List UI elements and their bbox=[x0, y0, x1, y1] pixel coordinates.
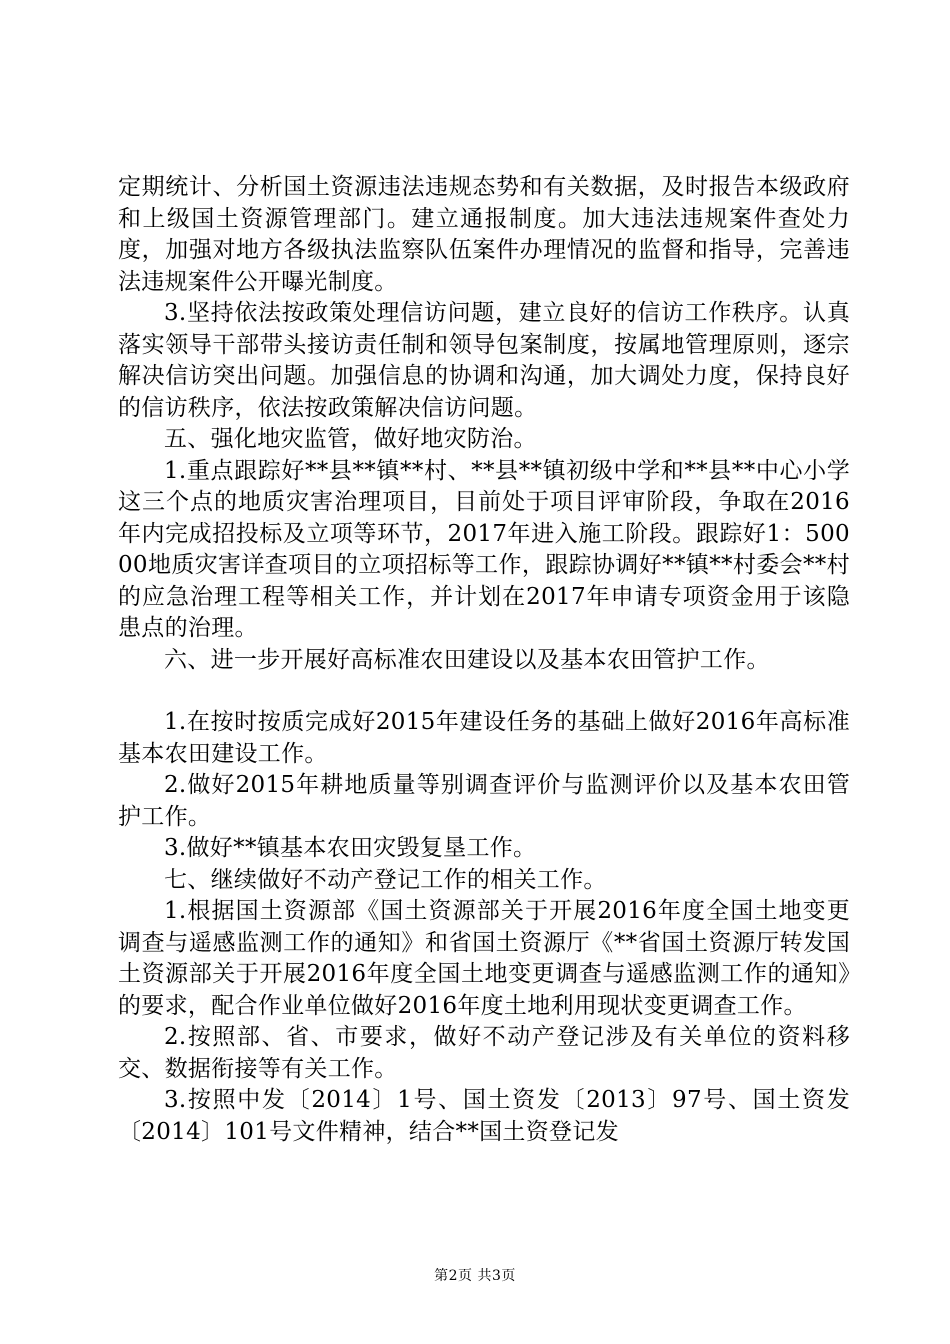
page-footer: 第2页 共3页 bbox=[434, 1268, 516, 1284]
paragraph-petition-handling: 3.坚持依法按政策处理信访问题，建立良好的信访工作秩序。认真落实领导干部带头接访责任制和领导包案制度，按属地管理原则，逐宗解决信访突出问题。加强信息的协调和沟通，加大调处力度，保持良好的信访秩序，依法按政策解决信访问题。 bbox=[118, 300, 850, 421]
paragraph-data-handover: 2.按照部、省、市要求，做好不动产登记涉及有关单位的资料移交、数据衔接等有关工作。 bbox=[118, 1024, 850, 1082]
paragraph-farmland-construction: 1.在按时按质完成好2015年建设任务的基础上做好2016年高标准基本农田建设工作。 bbox=[118, 709, 850, 767]
paragraph-farmland-reclamation: 3.做好**镇基本农田灾毁复垦工作。 bbox=[164, 835, 537, 861]
paragraph-farmland-quality: 2.做好2015年耕地质量等别调查评价与监测评价以及基本农田管护工作。 bbox=[118, 772, 850, 830]
paragraph-enforcement-continuation: 定期统计、分析国土资源违法违规态势和有关数据，及时报告本级政府和上级国土资源管理部门。建立通报制度。加大违法违规案件查处力度，加强对地方各级执法监察队伍案件办理情况的监督和指导，完善违法违规案件公开曝光制度。 bbox=[118, 174, 850, 295]
blank-line bbox=[118, 676, 850, 707]
paragraph-disaster-projects: 1.重点跟踪好**县**镇**村、**县**镇初级中学和**县**中心小学这三个点的地质灾害治理项目，目前处于项目评审阶段，争取在2016年内完成招投标及立项等环节，2017年进入施工阶段。跟踪好1：50000地质灾害详查项目的立项招标等工作，跟踪协调好**镇**村委会**村的应急治理工程等相关工作，并计划在2017年申请专项资金用于该隐患点的治理。 bbox=[118, 457, 850, 641]
section-heading-registration: 七、继续做好不动产登记工作的相关工作。 bbox=[164, 866, 607, 893]
section-heading-disaster: 五、强化地灾监管，做好地灾防治。 bbox=[164, 426, 537, 452]
document-body bbox=[118, 172, 850, 1148]
paragraph-land-survey: 1.根据国土资源部《国土资源部关于开展2016年度全国土地变更调查与遥感监测工作的通知》和省国土资源厅《**省国土资源厅转发国土资源部关于开展2016年度全国土地变更调查与遥感监测工作的通知》的要求，配合作业单位做好2016年度土地利用现状变更调查工作。 bbox=[118, 898, 850, 1019]
paragraph-document-spirit: 3.按照中发〔2014〕1号、国土资发〔2013〕97号、国土资发〔2014〕101号文件精神，结合**国土资登记发 bbox=[118, 1087, 850, 1145]
section-heading-farmland: 六、进一步开展好高标准农田建设以及基本农田管护工作。 bbox=[164, 646, 770, 673]
